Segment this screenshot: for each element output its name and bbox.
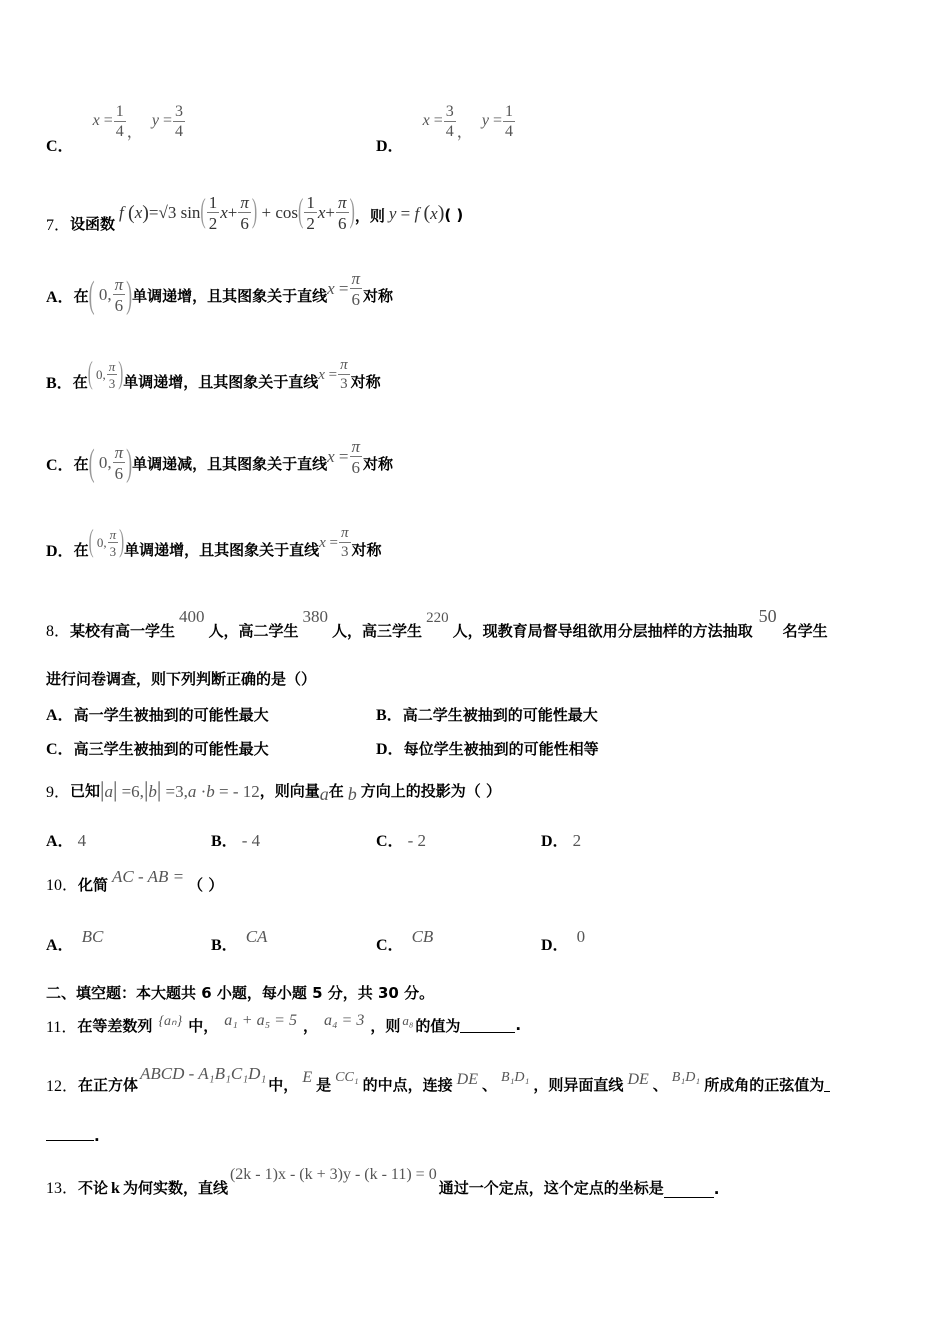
vector-a: a (319, 783, 329, 804)
question-text: 在等差数列 (77, 1016, 153, 1035)
option-value: - 2 (407, 831, 426, 850)
option-text: 单调递增，且其图象关于直线 (132, 286, 328, 305)
interval: ( 0, $\frac{\pi}{3}$ ) (88, 525, 125, 559)
q9-stem (46, 772, 501, 808)
question-text: ， (302, 1016, 318, 1035)
option-value: BC (81, 927, 104, 946)
punctuation: . (94, 1127, 100, 1145)
question-text: ，则异面直线 (533, 1075, 624, 1094)
question-text: ，则向量 (259, 781, 320, 800)
symmetry-axis: x = $\frac{\pi}{3}$ (319, 525, 349, 560)
option-text: 在 (73, 454, 89, 473)
option-value: CB (411, 927, 434, 946)
question-text: ，则 (370, 1016, 401, 1035)
parameter-k: k (111, 1180, 120, 1197)
option-label: B． (46, 374, 73, 392)
answer-bracket: ( ) (444, 206, 464, 224)
cube-name: ABCD - A₁B₁C₁D₁ (140, 1064, 267, 1083)
q7-option-d (46, 524, 382, 574)
function-y: y = f (x) (388, 201, 445, 224)
question-number: 9． (46, 783, 71, 801)
question-text: 名学生 (782, 622, 828, 640)
question-number: 8． (46, 623, 71, 640)
q8-option-d (376, 736, 599, 759)
option-text: 单调递减，且其图象关于直线 (132, 454, 328, 473)
question-text: 方向上的投影为（ ） (360, 781, 502, 800)
option-value: CA (245, 927, 268, 946)
q8-stem-line2: 进行问卷调查，则下列判断正确的是（） (46, 670, 317, 688)
section-heading-fill-in: 二、填空题：本大题共 6 小题，每小题 5 分，共 30 分。 (46, 984, 435, 1002)
answer-blank-start[interactable] (824, 1077, 830, 1092)
q9-option-d (541, 828, 581, 851)
line-de: DE (627, 1071, 649, 1088)
q9-option-a (46, 828, 86, 851)
question-number: 12． (46, 1077, 79, 1095)
question-text: 的中点，连接 (362, 1075, 453, 1094)
punctuation: . (713, 1180, 720, 1198)
question-text: 不论 (78, 1179, 109, 1197)
edge-cc1: CC₁ (335, 1070, 359, 1085)
question-text: 中， (188, 1016, 219, 1035)
option-label: C． (376, 833, 404, 850)
question-text: 通过一个定点，这个定点的坐标是 (438, 1179, 664, 1197)
symmetry-axis: x = $\frac{\pi}{6}$ (327, 269, 361, 309)
vector-condition: |a| =6,|b| =3,a ·b = - 12 (100, 777, 260, 802)
symmetry-axis: x = $\frac{\pi}{6}$ (327, 437, 361, 477)
option-label: B． (211, 937, 238, 954)
line-de: DE (456, 1071, 478, 1088)
q7-option-a (46, 270, 393, 320)
option-label: A． (46, 707, 74, 724)
option-label: D． (376, 137, 404, 155)
question-text: 、 (652, 1075, 668, 1094)
q9-option-c (376, 828, 426, 851)
math-var: x (92, 111, 100, 129)
q11-stem (46, 1010, 521, 1040)
option-text: 每位学生被抽到的可能性相等 (403, 740, 599, 758)
answer-blank[interactable] (664, 1183, 714, 1198)
option-text: 高一学生被抽到的可能性最大 (73, 706, 269, 724)
q6-option-d: D． x = $\frac{3}{4}$ ， y = $\frac{1}{4}$ (376, 103, 514, 155)
q7-option-b (46, 356, 381, 406)
question-text: 是 (316, 1075, 332, 1094)
fraction: $\frac{3}{4}$ (175, 103, 184, 140)
question-text: 在 (328, 781, 344, 800)
option-label: C． (46, 456, 74, 474)
interval: ( 0, $\frac{\pi}{6}$ ) (88, 440, 133, 483)
option-text: 单调递增，且其图象关于直线 (123, 372, 319, 391)
q7-option-c (46, 438, 393, 488)
fraction: $\frac{3}{4}$ (445, 103, 454, 140)
q8-stem (46, 606, 828, 641)
option-label: D． (541, 937, 569, 954)
option-text: 单调递增，且其图象关于直线 (124, 540, 320, 559)
question-number: 13． (46, 1180, 79, 1197)
option-text: 在 (73, 286, 89, 305)
option-label: A． (46, 833, 74, 850)
answer-bracket: （ ） (188, 876, 224, 894)
q13-stem (46, 1162, 719, 1198)
q6-option-c: C． x = $\frac{1}{4}$ ， y = $\frac{3}{4}$ (46, 103, 184, 155)
question-text: 设函数 (70, 214, 116, 233)
symmetry-axis: x = $\frac{\pi}{3}$ (318, 357, 348, 392)
option-label: B． (376, 707, 403, 724)
count-grade2: 380 (302, 607, 329, 626)
q8-option-a (46, 702, 269, 725)
sequence-symbol: {aₙ} (158, 1013, 183, 1029)
line-b1d1: B₁D₁ (671, 1070, 701, 1085)
q12-stem (46, 1066, 830, 1102)
question-text: 中， (268, 1075, 299, 1094)
q10-option-c (376, 927, 434, 955)
option-value: - 4 (241, 831, 261, 850)
option-label: A． (46, 288, 74, 306)
question-number: 7． (46, 216, 71, 234)
question-text: 为何实数，直线 (122, 1179, 228, 1197)
count-grade1: 400 (179, 607, 205, 626)
question-text: 所成角的正弦值为 (704, 1075, 825, 1094)
question-text: ，则 (354, 206, 385, 225)
sample-size: 50 (758, 606, 777, 626)
question-text: 的值为 (415, 1016, 461, 1035)
q10-option-a (46, 927, 104, 955)
q12-stem-line2 (46, 1126, 100, 1145)
option-text: 对称 (350, 372, 381, 391)
option-label: D． (376, 741, 404, 758)
option-label: D． (46, 542, 74, 560)
option-label: A． (46, 937, 74, 954)
vector-b: b (347, 783, 357, 804)
punctuation: . (515, 1016, 522, 1034)
question-text: 人，现教育局督导组欲用分层抽样的方法抽取 (452, 622, 753, 640)
answer-blank[interactable] (46, 1126, 94, 1141)
point-e: E (302, 1069, 313, 1086)
interval: ( 0, $\frac{\pi}{6}$ ) (88, 272, 133, 315)
fraction: $\frac{1}{4}$ (115, 103, 124, 140)
q8-option-c (46, 736, 269, 759)
target-term: a₈ (402, 1013, 414, 1028)
question-number: 11． (46, 1018, 78, 1036)
line-b1d1: B₁D₁ (501, 1070, 530, 1085)
answer-blank[interactable] (460, 1018, 515, 1033)
option-label: C． (376, 937, 404, 954)
option-text: 对称 (363, 286, 394, 305)
option-label: C． (46, 137, 74, 155)
vector-expression: AC - AB = (112, 867, 185, 886)
condition-1: a₁ + a₅ = 5 (224, 1012, 297, 1029)
line-equation: (2k - 1)x - (k + 3)y - (k - 11) = 0 (229, 1166, 437, 1183)
question-text: 在正方体 (78, 1075, 139, 1094)
option-label: C． (46, 741, 74, 758)
question-text: 某校有高一学生 (70, 622, 176, 640)
q8-option-b (376, 702, 598, 725)
option-text: 在 (72, 372, 88, 391)
fraction: $\frac{1}{4}$ (505, 103, 514, 140)
option-text: 在 (73, 540, 89, 559)
q10-option-d (541, 927, 586, 955)
option-text: 高三学生被抽到的可能性最大 (73, 740, 269, 758)
question-text: 、 (482, 1075, 498, 1094)
option-value: 2 (572, 831, 582, 850)
option-value: 0 (576, 927, 586, 946)
option-label: D． (541, 833, 569, 850)
q10-stem (46, 867, 224, 895)
option-text: 对称 (351, 540, 382, 559)
question-text: 人，高二学生 (208, 622, 299, 640)
question-text: 化简 (78, 876, 109, 894)
count-grade3: 220 (426, 610, 449, 626)
option-label: B． (211, 833, 238, 850)
option-value: 4 (77, 831, 87, 850)
q9-option-b (211, 828, 260, 851)
function-formula: f ( x ) =√3 sin ( $\frac{1}{2}$ x + $\frac{\pi}{6}$ ) + cos ( $\frac{1}{2}$ x + $\frac{\pi}{6}$ ) (119, 193, 355, 233)
option-text: 对称 (363, 454, 394, 473)
q7-stem (46, 188, 463, 238)
option-text: 高二学生被抽到的可能性最大 (402, 706, 598, 724)
interval: ( 0, $\frac{\pi}{3}$ ) (87, 357, 124, 391)
condition-2: a₄ = 3 (323, 1012, 365, 1029)
question-text: 人，高三学生 (332, 622, 423, 640)
q10-option-b (211, 927, 268, 955)
question-number: 10． (46, 877, 79, 894)
question-text: 已知 (70, 781, 101, 800)
